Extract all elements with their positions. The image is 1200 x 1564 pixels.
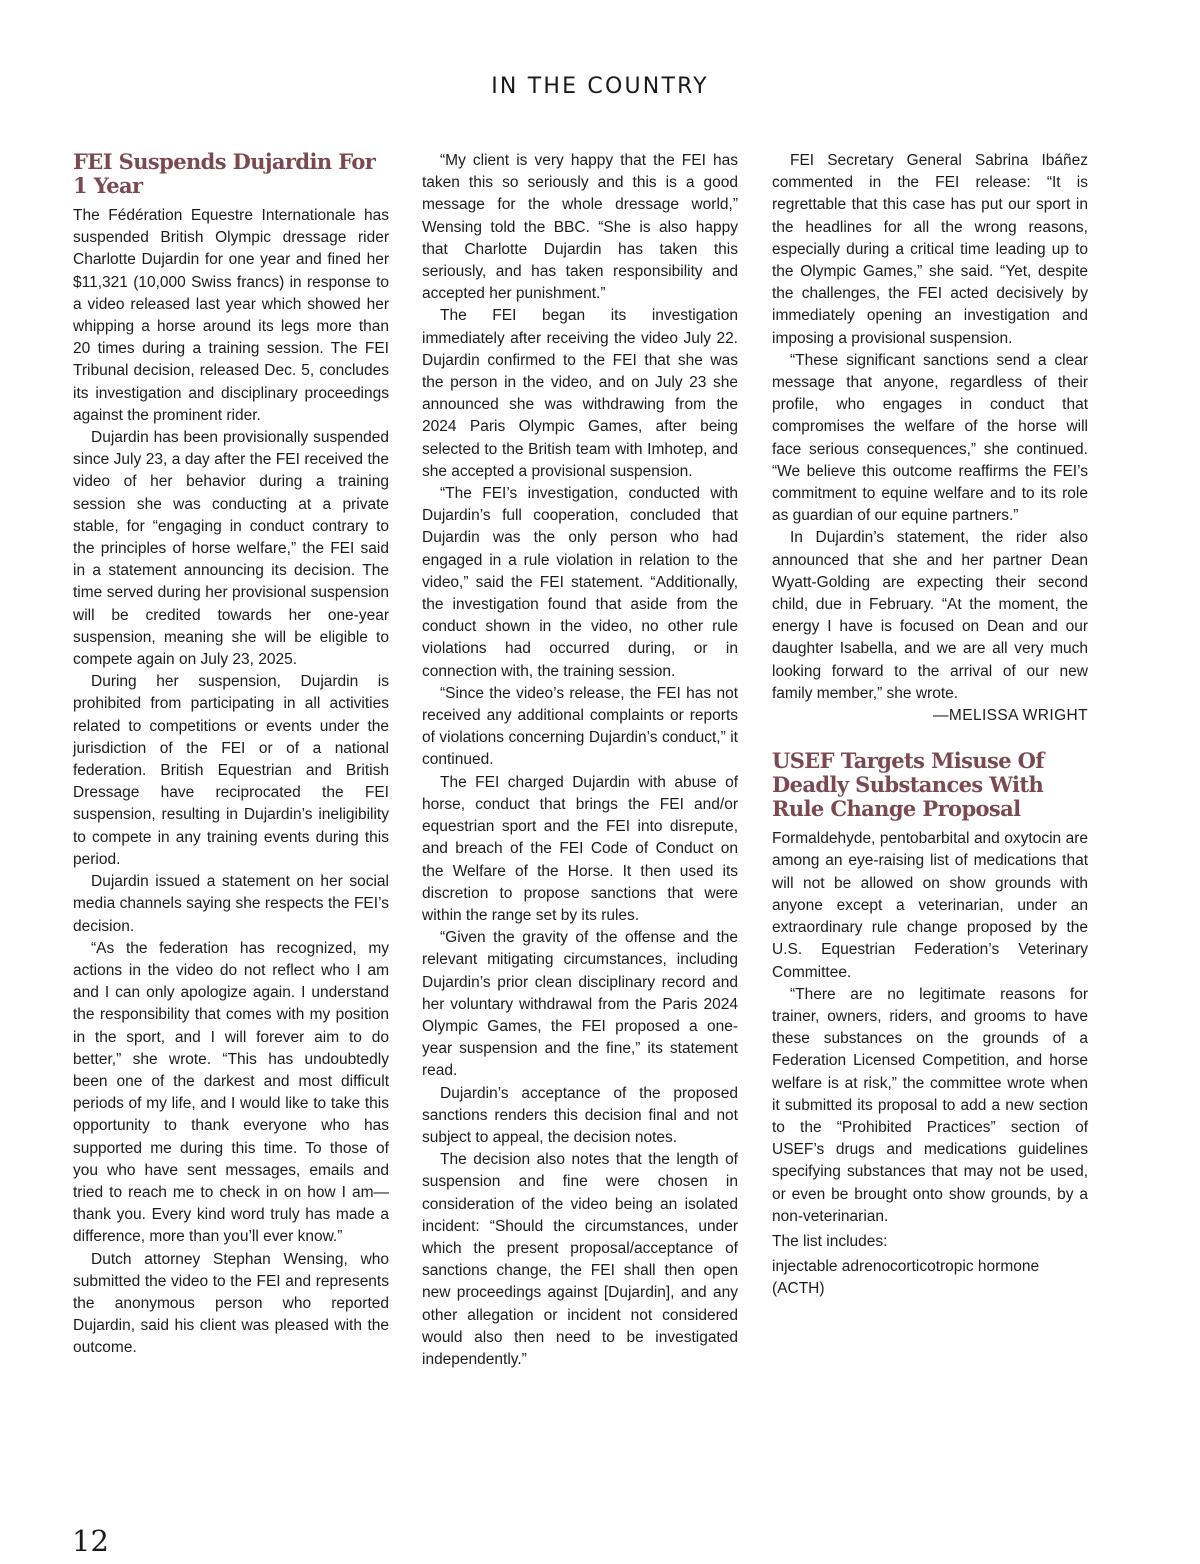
article-paragraph: The decision also notes that the length of suspension and fine were chosen in consideration of the video being an isolated incident: “Should the circumstances, under which the present proposal/acceptance of sanctions change, the FEI shall then open new proceedings against [Dujardin], and any other allegation or incident not considered would also then need to be investigated independently.” [422,1151,738,1368]
article-headline: FEI Suspends Dujardin For 1 Year [73,149,376,198]
page-number: 12 [72,1524,109,1558]
list-item: injectable adrenocorticotropic hormone (ACTH) [772,1258,1040,1298]
article-paragraph: Dujardin has been provisionally suspended since July 23, a day after the FEI received the video of her behavior during a training session she was conducting at a private stable, for “engaging in conduct contrary to the principles of horse welfare,” the FEI said in a statement announcing its decision. The time served during her provisional suspension will be credited towards her one-year suspension, meaning she will be eligible to compete again on July 23, 2025. [73,429,389,669]
byline: —MELISSA WRIGHT [933,707,1088,725]
article-paragraph: “Given the gravity of the offense and the relevant mitigating circumstances, including Dujardin’s prior clean disciplinary record and her voluntary withdrawal from the Paris 2024 Olympic Games, the FEI proposed a one-year suspension and the fine,” its statement read. [422,929,738,1080]
article-paragraph: “The FEI’s investigation, conducted with Dujardin’s full cooperation, concluded that Dujardin was the only person who had engaged in a rule violation in relation to the video,” said the FEI statement. “Additionally, the investigation found that aside from the conduct shown in the video, no other rule violations had occurred during, or in connection with, the training session. [422,485,738,680]
column-1 [73,150,389,1360]
article-paragraph: Dujardin issued a statement on her social media channels saying she respects the FEI’s decision. [73,873,389,935]
section-header: IN THE COUNTRY [491,74,709,99]
article-paragraph: Formaldehyde, pentobarbital and oxytocin are among an eye-raising list of medications that will not be allowed on show grounds with anyone except a veterinarian, under an extraordinary rule change proposed by the U.S. Equestrian Federation’s Veterinary Committee. [772,830,1088,981]
article-paragraph: “There are no legitimate reasons for trainer, owners, riders, and grooms to have these substances on the grounds of a Federation Licensed Competition, and horse welfare is at risk,” the committee wrote when it submitted its proposal to add a new section to the “Prohibited Practices” section of USEF’s drugs and medications guidelines specifying substances that may not be used, or even be brought onto show grounds, by a non-veterinarian. [772,985,1088,1225]
article-paragraph: Dutch attorney Stephan Wensing, who submitted the video to the FEI and represents the anonymous person who reported Dujardin, said his client was pleased with the outcome. [73,1250,389,1357]
list-intro: The list includes: [772,1232,888,1250]
column-3 [772,150,1088,1301]
article-paragraph: “My client is very happy that the FEI has taken this so seriously and this is a good message for the whole dressage world,” Wensing told the BBC. “She is also happy that Charlotte Dujardin has taken this seriously, and has taken responsibility and accepted her punishment.” [422,152,738,303]
article-paragraph: The Fédération Equestre Internationale has suspended British Olympic dressage rider Charlotte Dujardin for one year and fined her $11,321 (10,000 Swiss francs) in response to a video released last year which showed her whipping a horse around its legs more than 20 times during a training session. The FEI Tribunal decision, released Dec. 5, concludes its investigation and disciplinary proceedings against the prominent rider. [73,207,389,424]
article-paragraph: “As the federation has recognized, my actions in the video do not reflect who I am and I can only apologize again. I understand the responsibility that comes with my position in the sport, and I will forever aim to do better,” she wrote. “This has undoubtedly been one of the darkest and most difficult periods of my life, and I would like to take this opportunity to thank everyone who has supported me during this time. To those of you who have sent messages, emails and tried to reach me to check in on how I am—thank you. Every kind word truly has made a difference, more than you’ll ever know.” [73,939,389,1246]
article-paragraph: “These significant sanctions send a clear message that anyone, regardless of their profile, who engages in conduct that compromises the welfare of the horse will face serious consequences,” she continued. “We believe this outcome reaffirms the FEI’s commitment to equine welfare and to its role as guardian of our equine partners.” [772,351,1088,525]
article-paragraph: The FEI charged Dujardin with abuse of horse, conduct that brings the FEI and/or equestrian sport and the FEI into disrepute, and breach of the FEI Code of Conduct on the Welfare of the Horse. It then used its discretion to propose sanctions that were within the range set by its rules. [422,773,738,924]
article-paragraph: “Since the video’s release, the FEI has not received any additional complaints or reports of violations concerning Dujardin’s conduct,” it continued. [422,684,738,769]
column-2 [422,150,738,1371]
article-paragraph: Dujardin’s acceptance of the proposed sanctions renders this decision final and not subject to appeal, the decision notes. [422,1084,738,1146]
article-paragraph: FEI Secretary General Sabrina Ibáñez commented in the FEI release: “It is regrettable that this case has put our sport in the headlines for all the wrong reasons, especially during a critical time leading up to the Olympic Games,” she said. “Yet, despite the challenges, the FEI acted decisively by immediately opening an investigation and imposing a provisional suspension. [772,152,1088,347]
article-headline: USEF Targets Misuse Of Deadly Substances With Rule Change Proposal [772,748,1044,822]
article-paragraph: The FEI began its investigation immediately after receiving the video July 22. Dujardin confirmed to the FEI that she was the person in the video, and on July 23 she announced she was withdrawing from the 2024 Paris Olympic Games, after being selected to the British team with Imhotep, and she accepted a provisional suspension. [422,307,738,480]
article-paragraph: During her suspension, Dujardin is prohibited from participating in all activities related to competitions or events under the jurisdiction of the FEI or of a national federation. British Equestrian and British Dressage have reciprocated the FEI suspension, resulting in Dujardin’s ineligibility to compete in any training events during this period. [73,673,389,868]
article-paragraph: In Dujardin’s statement, the rider also announced that she and her partner Dean Wyatt-Golding are expecting their second child, due in February. “At the moment, the energy I have is focused on Dean and our daughter Isabella, and we are all very much looking forward to the arrival of our new family member,” she wrote. [772,529,1088,702]
